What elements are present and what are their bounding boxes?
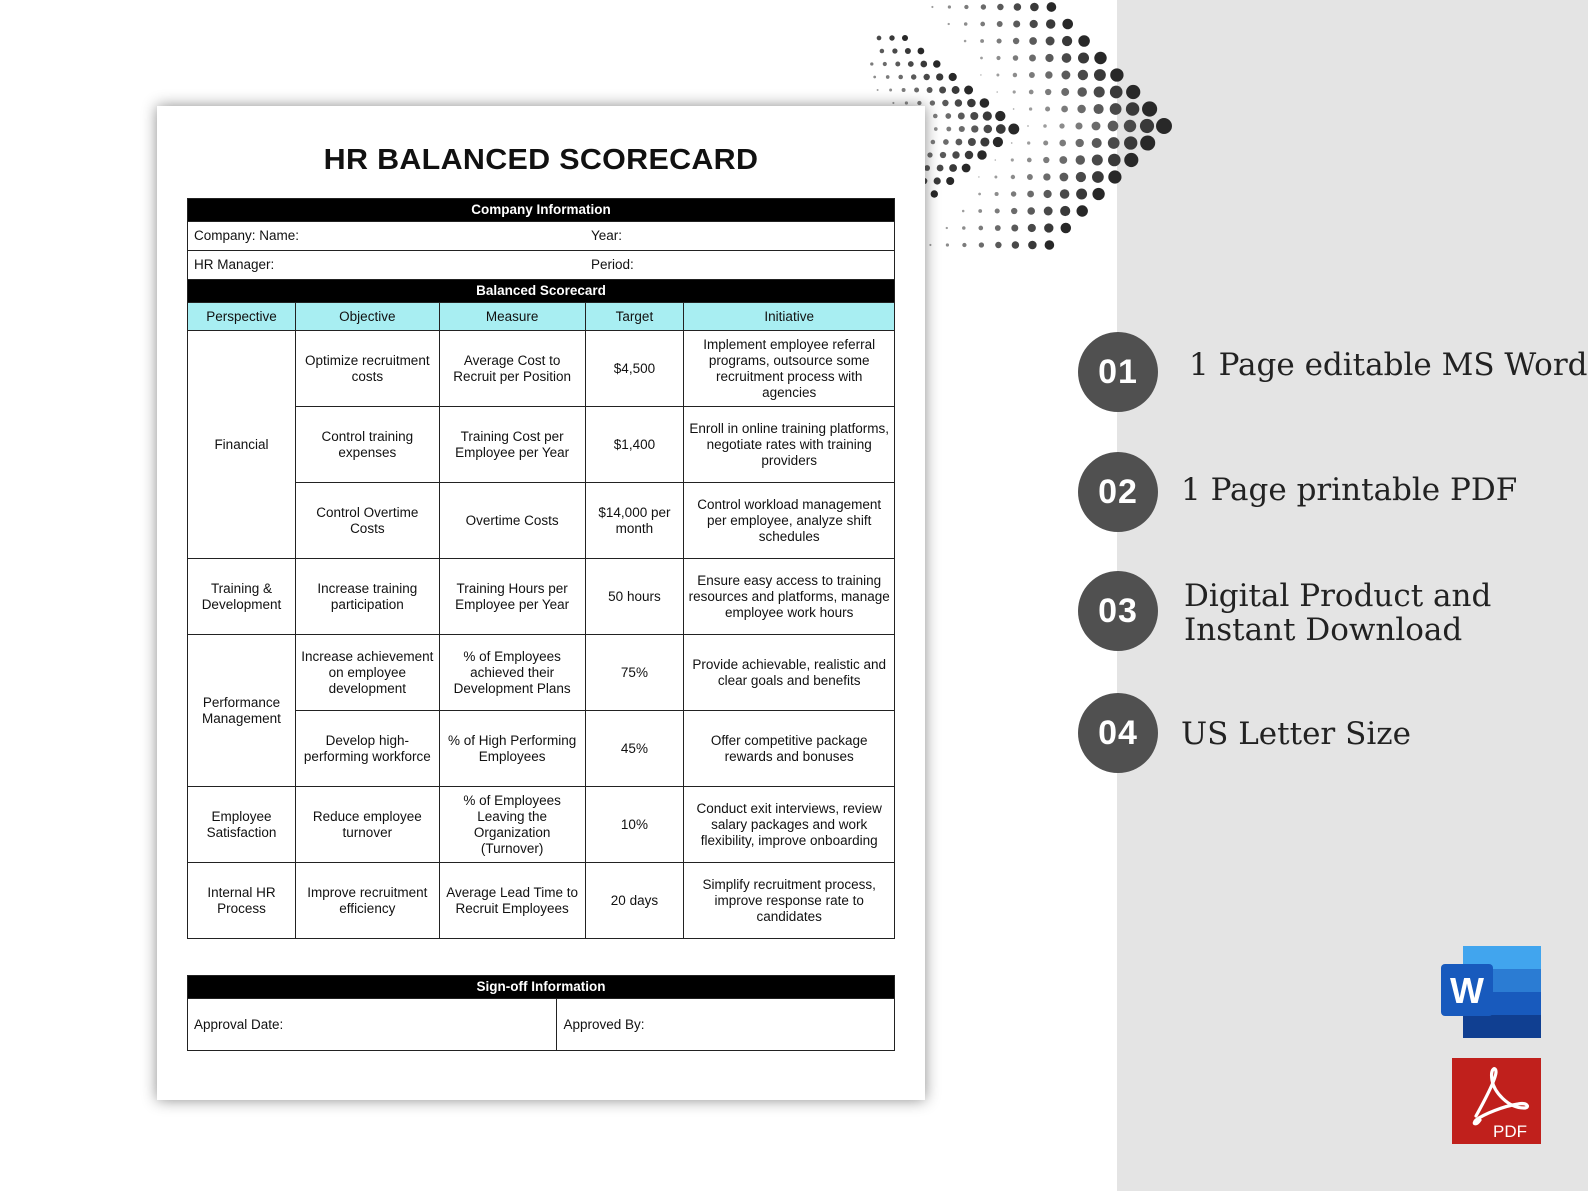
table-row — [188, 863, 895, 939]
halftone-dot — [883, 62, 887, 66]
objective-cell: Improve recruitment efficiency — [295, 863, 439, 939]
halftone-dot — [964, 86, 973, 95]
feature-number-badge: 01 — [1078, 332, 1158, 412]
halftone-dot — [1047, 2, 1057, 12]
perspective-cell: Performance Management — [188, 635, 296, 787]
halftone-dot — [978, 193, 981, 196]
approval-date-field[interactable]: Approval Date: — [188, 999, 557, 1051]
halftone-dot — [997, 38, 1002, 43]
halftone-dot — [870, 62, 873, 65]
halftone-dot — [1061, 106, 1068, 113]
halftone-dot — [949, 73, 957, 81]
approved-by-field[interactable]: Approved By: — [557, 999, 895, 1051]
halftone-dot — [1027, 125, 1029, 127]
halftone-dot — [1124, 153, 1138, 167]
halftone-dot — [949, 164, 957, 172]
halftone-dot — [1046, 19, 1055, 28]
column-header: Initiative — [684, 303, 895, 331]
table-row — [188, 559, 895, 635]
halftone-dot — [924, 74, 930, 80]
initiative-cell: Implement employee referral programs, outsource some recruitment process with agencies — [684, 331, 895, 407]
halftone-dot — [1077, 87, 1087, 97]
halftone-dot — [1059, 140, 1066, 147]
year-field[interactable]: Year: — [585, 222, 894, 251]
measure-cell: % of Employees achieved their Development Plans — [439, 635, 585, 711]
halftone-dot — [1124, 136, 1137, 149]
halftone-dot — [980, 137, 989, 146]
initiative-cell: Control workload management per employee, analyze shift schedules — [684, 483, 895, 559]
halftone-dot — [1059, 156, 1067, 164]
measure-cell: % of Employees Leaving the Organization (Turnover) — [439, 787, 585, 863]
halftone-dot — [1062, 53, 1072, 63]
halftone-dot — [1110, 86, 1123, 99]
feature-number-badge: 02 — [1078, 452, 1158, 532]
halftone-dot — [920, 61, 927, 68]
hr-manager-field[interactable]: HR Manager: — [188, 251, 586, 280]
halftone-dot — [942, 100, 948, 106]
table-row — [188, 331, 895, 407]
halftone-dot — [1076, 205, 1087, 216]
halftone-dot — [931, 190, 938, 197]
halftone-dot — [1078, 52, 1089, 63]
halftone-dot — [946, 227, 948, 229]
document-page — [157, 106, 925, 1100]
halftone-dot — [1028, 224, 1036, 232]
halftone-dot — [1110, 103, 1122, 115]
halftone-dot — [959, 126, 965, 132]
halftone-dot — [1013, 55, 1019, 61]
halftone-dot — [1013, 20, 1020, 27]
balanced-scorecard-heading: Balanced Scorecard — [188, 280, 895, 303]
halftone-dot — [1092, 188, 1104, 200]
halftone-dot — [1092, 138, 1102, 148]
halftone-dot — [902, 88, 906, 92]
halftone-dot — [1061, 88, 1069, 96]
halftone-dot — [1110, 68, 1123, 81]
feature-text: US Letter Size — [1181, 716, 1411, 752]
halftone-dot — [898, 75, 903, 80]
target-cell: $14,000 per month — [585, 483, 684, 559]
column-header: Objective — [295, 303, 439, 331]
halftone-dot — [1062, 19, 1073, 30]
halftone-dot — [946, 243, 949, 246]
halftone-dot — [1126, 102, 1139, 115]
halftone-dot — [970, 112, 978, 120]
halftone-dot — [946, 127, 951, 132]
halftone-dot — [995, 225, 1001, 231]
initiative-cell: Provide achievable, realistic and clear goals and benefits — [684, 635, 895, 711]
halftone-dot — [964, 5, 968, 9]
halftone-dot — [880, 49, 885, 54]
halftone-dot — [955, 99, 962, 106]
perspective-cell: Financial — [188, 331, 296, 559]
halftone-dot — [996, 91, 998, 93]
target-cell: 75% — [585, 635, 684, 711]
halftone-dot — [995, 208, 1000, 213]
feature-text: 1 Page editable MS Word — [1189, 347, 1588, 383]
halftone-dot — [930, 100, 935, 105]
pdf-icon — [1452, 1058, 1541, 1144]
halftone-dot — [1059, 123, 1064, 128]
halftone-dot — [1011, 191, 1016, 196]
halftone-dot — [902, 35, 908, 41]
halftone-dot — [1076, 189, 1087, 200]
halftone-dot — [1156, 118, 1172, 134]
halftone-dot — [927, 87, 933, 93]
perspective-cell: Internal HR Process — [188, 863, 296, 939]
halftone-dot — [955, 139, 962, 146]
halftone-dot — [1011, 158, 1014, 161]
measure-cell: % of High Performing Employees — [439, 711, 585, 787]
halftone-dot — [1108, 137, 1120, 149]
halftone-dot — [911, 74, 916, 79]
halftone-dot — [980, 74, 981, 75]
feature-text-line: Instant Download — [1184, 612, 1463, 648]
halftone-dot — [1027, 174, 1033, 180]
pdf-icon-label: PDF — [1493, 1122, 1527, 1141]
period-field[interactable]: Period: — [585, 251, 894, 280]
halftone-dot — [952, 151, 959, 158]
feature-text: 1 Page printable PDF — [1181, 472, 1518, 508]
halftone-dot — [978, 209, 982, 213]
halftone-dot — [978, 176, 979, 177]
halftone-dot — [952, 86, 960, 94]
halftone-dot — [1011, 208, 1017, 214]
halftone-dot — [1061, 223, 1072, 234]
halftone-dot — [936, 73, 943, 80]
halftone-dot — [1045, 71, 1052, 78]
halftone-dot — [964, 40, 967, 43]
document-title: HR BALANCED SCORECARD — [323, 144, 759, 176]
objective-cell: Increase training participation — [295, 559, 439, 635]
word-icon-band — [1463, 1015, 1541, 1038]
halftone-dot — [994, 176, 997, 179]
target-cell: $1,400 — [585, 407, 684, 483]
halftone-dot — [1030, 3, 1039, 12]
initiative-cell: Conduct exit interviews, review salary packages and work flexibility, improve onboarding — [684, 787, 895, 863]
halftone-dot — [1043, 124, 1047, 128]
halftone-dot — [980, 98, 990, 108]
scorecard-table — [187, 198, 895, 939]
feature-item — [1078, 693, 1588, 773]
halftone-dot — [964, 22, 968, 26]
halftone-dot — [1124, 120, 1136, 132]
halftone-dot — [934, 177, 941, 184]
halftone-dot — [968, 138, 976, 146]
halftone-dot — [895, 62, 900, 67]
target-cell: $4,500 — [585, 331, 684, 407]
halftone-dot — [1108, 154, 1121, 167]
halftone-dot — [1029, 37, 1037, 45]
halftone-dot — [1076, 172, 1086, 182]
measure-cell: Training Hours per Employee per Year — [439, 559, 585, 635]
halftone-dot — [1062, 36, 1072, 46]
halftone-dot — [1027, 191, 1034, 198]
halftone-dot — [1060, 189, 1070, 199]
halftone-dot — [1013, 38, 1019, 44]
halftone-dot — [1008, 124, 1019, 135]
target-cell: 10% — [585, 787, 684, 863]
halftone-dot — [877, 89, 879, 91]
halftone-dot — [1094, 52, 1106, 64]
halftone-dot — [1094, 104, 1104, 114]
word-icon — [1441, 946, 1541, 1038]
halftone-dot — [980, 39, 984, 43]
halftone-dot — [918, 48, 925, 55]
halftone-dot — [1012, 241, 1019, 248]
target-cell: 45% — [585, 711, 684, 787]
halftone-dot — [1045, 106, 1050, 111]
halftone-dot — [977, 150, 987, 160]
halftone-dot — [983, 111, 992, 120]
company-info-heading: Company Information — [188, 199, 895, 222]
halftone-dot — [889, 89, 892, 92]
perspective-cell: Training & Development — [188, 559, 296, 635]
objective-cell: Control Overtime Costs — [295, 483, 439, 559]
halftone-dot — [995, 111, 1005, 121]
halftone-dot — [1078, 70, 1088, 80]
halftone-dot — [1045, 89, 1051, 95]
column-header-row — [188, 303, 895, 331]
measure-cell: Overtime Costs — [439, 483, 585, 559]
halftone-dot — [995, 159, 997, 161]
halftone-dot — [877, 36, 882, 41]
halftone-dot — [1013, 73, 1017, 77]
halftone-dot — [886, 75, 890, 79]
halftone-dot — [929, 244, 931, 246]
halftone-dot — [1011, 225, 1018, 232]
halftone-dot — [1028, 241, 1037, 250]
halftone-dot — [1014, 3, 1022, 11]
halftone-dot — [971, 125, 978, 132]
halftone-dot — [1027, 207, 1035, 215]
halftone-dot — [1092, 122, 1101, 131]
halftone-dot — [1076, 155, 1085, 164]
halftone-dot — [1092, 155, 1103, 166]
halftone-dot — [1043, 190, 1051, 198]
halftone-dot — [1044, 207, 1053, 216]
halftone-dot — [948, 5, 951, 8]
halftone-dot — [997, 4, 1003, 10]
halftone-dot — [934, 127, 938, 131]
target-cell: 50 hours — [585, 559, 684, 635]
halftone-dot — [1011, 142, 1013, 144]
halftone-dot — [892, 102, 894, 104]
halftone-dot — [962, 164, 971, 173]
halftone-dot — [1142, 101, 1157, 116]
feature-item — [1078, 571, 1588, 651]
halftone-dot — [1077, 105, 1085, 113]
feature-number-badge: 03 — [1078, 571, 1158, 651]
halftone-dot — [980, 22, 985, 27]
halftone-dot — [996, 124, 1006, 134]
objective-cell: Reduce employee turnover — [295, 787, 439, 863]
perspective-cell: Employee Satisfaction — [188, 787, 296, 863]
halftone-dot — [1029, 90, 1034, 95]
halftone-dot — [1140, 119, 1154, 133]
objective-cell: Optimize recruitment costs — [295, 331, 439, 407]
halftone-dot — [1043, 140, 1048, 145]
halftone-dot — [962, 210, 965, 213]
halftone-dot — [981, 4, 986, 9]
word-icon-letter: W — [1450, 970, 1484, 1011]
company-name-field[interactable]: Company: Name: — [188, 222, 586, 251]
halftone-dot — [914, 88, 919, 93]
halftone-dot — [962, 243, 966, 247]
halftone-dot — [933, 60, 940, 67]
measure-cell: Average Lead Time to Recruit Employees — [439, 863, 585, 939]
halftone-dot — [905, 101, 908, 104]
column-header: Target — [585, 303, 684, 331]
halftone-dot — [1094, 69, 1106, 81]
halftone-dot — [984, 125, 993, 134]
halftone-dot — [1043, 173, 1050, 180]
halftone-dot — [1030, 20, 1038, 28]
halftone-dot — [965, 151, 973, 159]
halftone-dot — [979, 242, 984, 247]
halftone-dot — [1059, 173, 1068, 182]
halftone-dot — [1043, 157, 1049, 163]
feature-item — [1078, 332, 1588, 412]
halftone-dot — [995, 242, 1001, 248]
halftone-dot — [889, 35, 894, 40]
column-header: Perspective — [188, 303, 296, 331]
column-header: Measure — [439, 303, 585, 331]
halftone-dot — [1126, 85, 1140, 99]
halftone-dot — [1029, 55, 1036, 62]
signoff-table — [187, 975, 895, 1051]
halftone-dot — [1044, 223, 1053, 232]
halftone-dot — [931, 6, 933, 8]
halftone-dot — [933, 114, 938, 119]
halftone-dot — [997, 21, 1003, 27]
halftone-dot — [1029, 72, 1035, 78]
halftone-dot — [1140, 135, 1155, 150]
halftone-dot — [996, 74, 999, 77]
signoff-heading: Sign-off Information — [188, 976, 895, 999]
halftone-dot — [1027, 158, 1032, 163]
halftone-dot — [1061, 71, 1070, 80]
halftone-dot — [939, 87, 946, 94]
feature-text — [1184, 579, 1491, 647]
halftone-dot — [1075, 122, 1082, 129]
initiative-cell: Simplify recruitment process, improve response rate to candidates — [684, 863, 895, 939]
halftone-dot — [958, 113, 965, 120]
halftone-dot — [1060, 206, 1070, 216]
halftone-dot — [1029, 107, 1032, 110]
target-cell: 20 days — [585, 863, 684, 939]
halftone-dot — [1078, 35, 1090, 47]
halftone-dot — [1046, 37, 1055, 46]
halftone-dot — [980, 57, 983, 60]
halftone-dot — [962, 226, 966, 230]
halftone-dot — [946, 177, 954, 185]
halftone-dot — [1094, 86, 1105, 97]
halftone-dot — [1092, 171, 1104, 183]
halftone-dot — [1013, 108, 1015, 110]
halftone-dot — [1011, 175, 1015, 179]
objective-cell: Control training expenses — [295, 407, 439, 483]
halftone-dot — [1027, 141, 1030, 144]
halftone-dot — [995, 192, 999, 196]
objective-cell: Increase achievement on employee development — [295, 635, 439, 711]
halftone-dot — [1045, 240, 1055, 250]
measure-cell: Training Cost per Employee per Year — [439, 407, 585, 483]
initiative-cell: Ensure easy access to training resources and platforms, manage employee work hours — [684, 559, 895, 635]
halftone-dot — [873, 76, 876, 79]
halftone-dot — [908, 61, 914, 67]
halftone-dot — [1108, 170, 1121, 183]
halftone-dot — [1108, 121, 1119, 132]
halftone-dot — [996, 56, 1000, 60]
halftone-dot — [917, 101, 921, 105]
halftone-dot — [945, 113, 951, 119]
initiative-cell: Enroll in online training platforms, negotiate rates with training providers — [684, 407, 895, 483]
halftone-dot — [905, 48, 911, 54]
halftone-dot — [892, 48, 897, 53]
table-row — [188, 787, 895, 863]
halftone-dot — [993, 137, 1003, 147]
halftone-dot — [1076, 139, 1084, 147]
feature-text-line: Digital Product and — [1184, 578, 1492, 614]
halftone-dot — [967, 99, 976, 108]
measure-cell: Average Cost to Recruit per Position — [439, 331, 585, 407]
feature-item — [1078, 452, 1588, 532]
table-row — [188, 635, 895, 711]
feature-number-badge: 04 — [1078, 693, 1158, 773]
halftone-dot — [1013, 90, 1016, 93]
halftone-dot — [978, 226, 983, 231]
initiative-cell: Offer competitive package rewards and bonuses — [684, 711, 895, 787]
halftone-dot — [1045, 54, 1053, 62]
halftone-dot — [948, 23, 950, 25]
objective-cell: Develop high-performing workforce — [295, 711, 439, 787]
